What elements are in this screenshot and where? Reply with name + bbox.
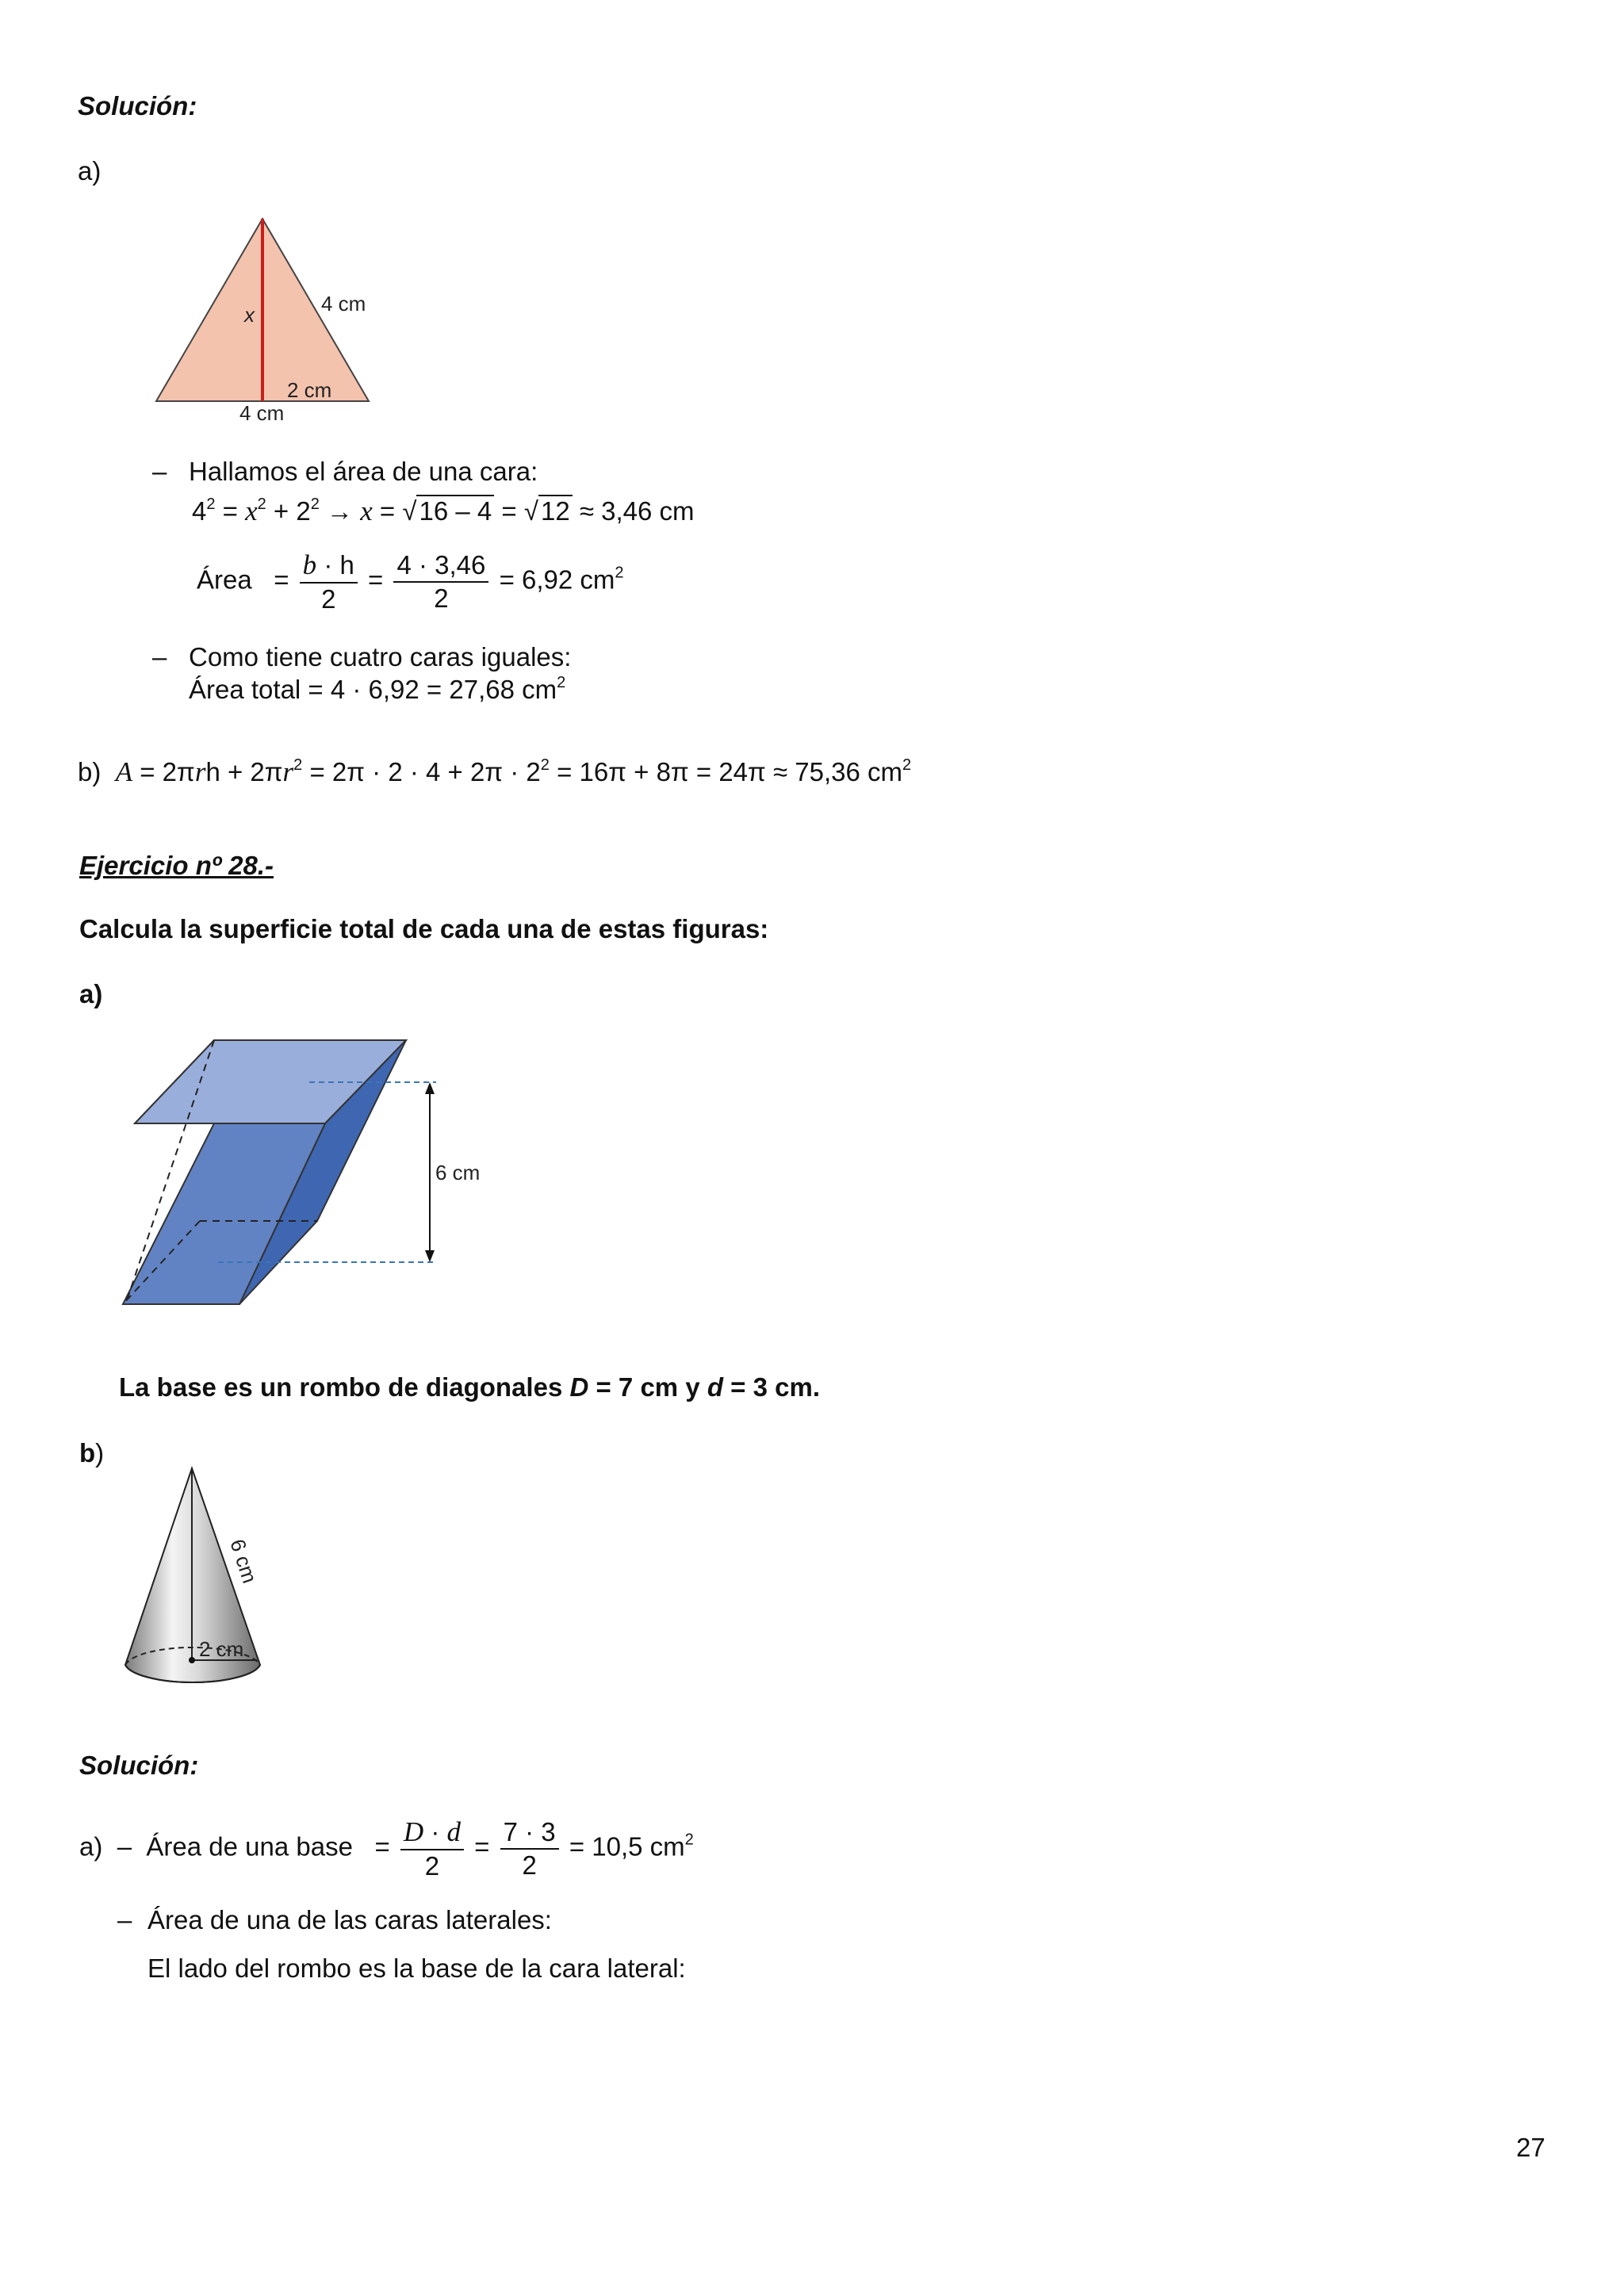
- label-side: 4 cm: [321, 292, 366, 316]
- lateral-dash: –: [117, 1905, 132, 1934]
- solution2-heading: Solución:: [79, 1751, 199, 1780]
- cone-radius-label: 2 cm: [199, 1637, 244, 1661]
- exercise-statement: Calcula la superficie total de cada una de estas figuras:: [79, 914, 769, 943]
- solution-heading: Solución:: [78, 91, 197, 121]
- prism-height-label: 6 cm: [435, 1161, 481, 1184]
- step2-dash: –: [152, 642, 167, 672]
- exercise-title: Ejercicio nº 28.-: [79, 851, 274, 880]
- equation-area: Área = $\frac{b \cdot h}{2}$ = $\frac{4 \cdot 3,46}{2}$ = 6,92 $cm^2$: [197, 549, 624, 614]
- part-b-equation: b) $A = 2\pi rh + 2\pi r^2 = 2\pi \cdot 2 \cdot 4 + 2\pi \cdot 2^2 = 16\pi + 8\pi = 24\pi \approx 75,36$ $cm^2$: [78, 756, 912, 787]
- lateral-subtext: El lado del rombo es la base de la cara lateral:: [147, 1954, 686, 1983]
- prism-figure: [119, 1031, 500, 1316]
- base-area-equation: a) – Área de una base = $\frac{D \cdot d}{2}$ = $\frac{7 \cdot 3}{2}$ = 10,5 $cm^2$: [79, 1816, 694, 1881]
- step2-total: Área total = 4 · 6,92 = 27,68 $cm^2$: [189, 674, 566, 704]
- label-half: 2 cm: [287, 378, 332, 402]
- base-note: La base es un rombo de diagonales D = 7 cm y d = 3 cm.: [119, 1372, 821, 1402]
- exercise-a-label: a): [79, 979, 103, 1008]
- lateral-text: Área de una de las caras laterales:: [147, 1905, 552, 1934]
- page-number: 27: [1516, 2133, 1545, 2162]
- equation-pythagoras: $4^2 = x^2 + 2^2 \to x = √16 - 4 = √12 \approx 3,46$ cm: [192, 496, 695, 526]
- cone-slant-label: 6 cm: [225, 1536, 262, 1586]
- step1-text: Hallamos el área de una cara:: [189, 457, 538, 486]
- exercise-b-label: b): [79, 1438, 105, 1468]
- triangle-figure: [151, 212, 389, 427]
- step1-dash: –: [152, 457, 167, 486]
- part-a-label: a): [78, 156, 102, 186]
- label-x: x: [244, 303, 255, 327]
- cone-figure: [119, 1459, 278, 1697]
- label-base: 4 cm: [239, 401, 285, 425]
- step2-text: Como tiene cuatro caras iguales:: [189, 642, 572, 672]
